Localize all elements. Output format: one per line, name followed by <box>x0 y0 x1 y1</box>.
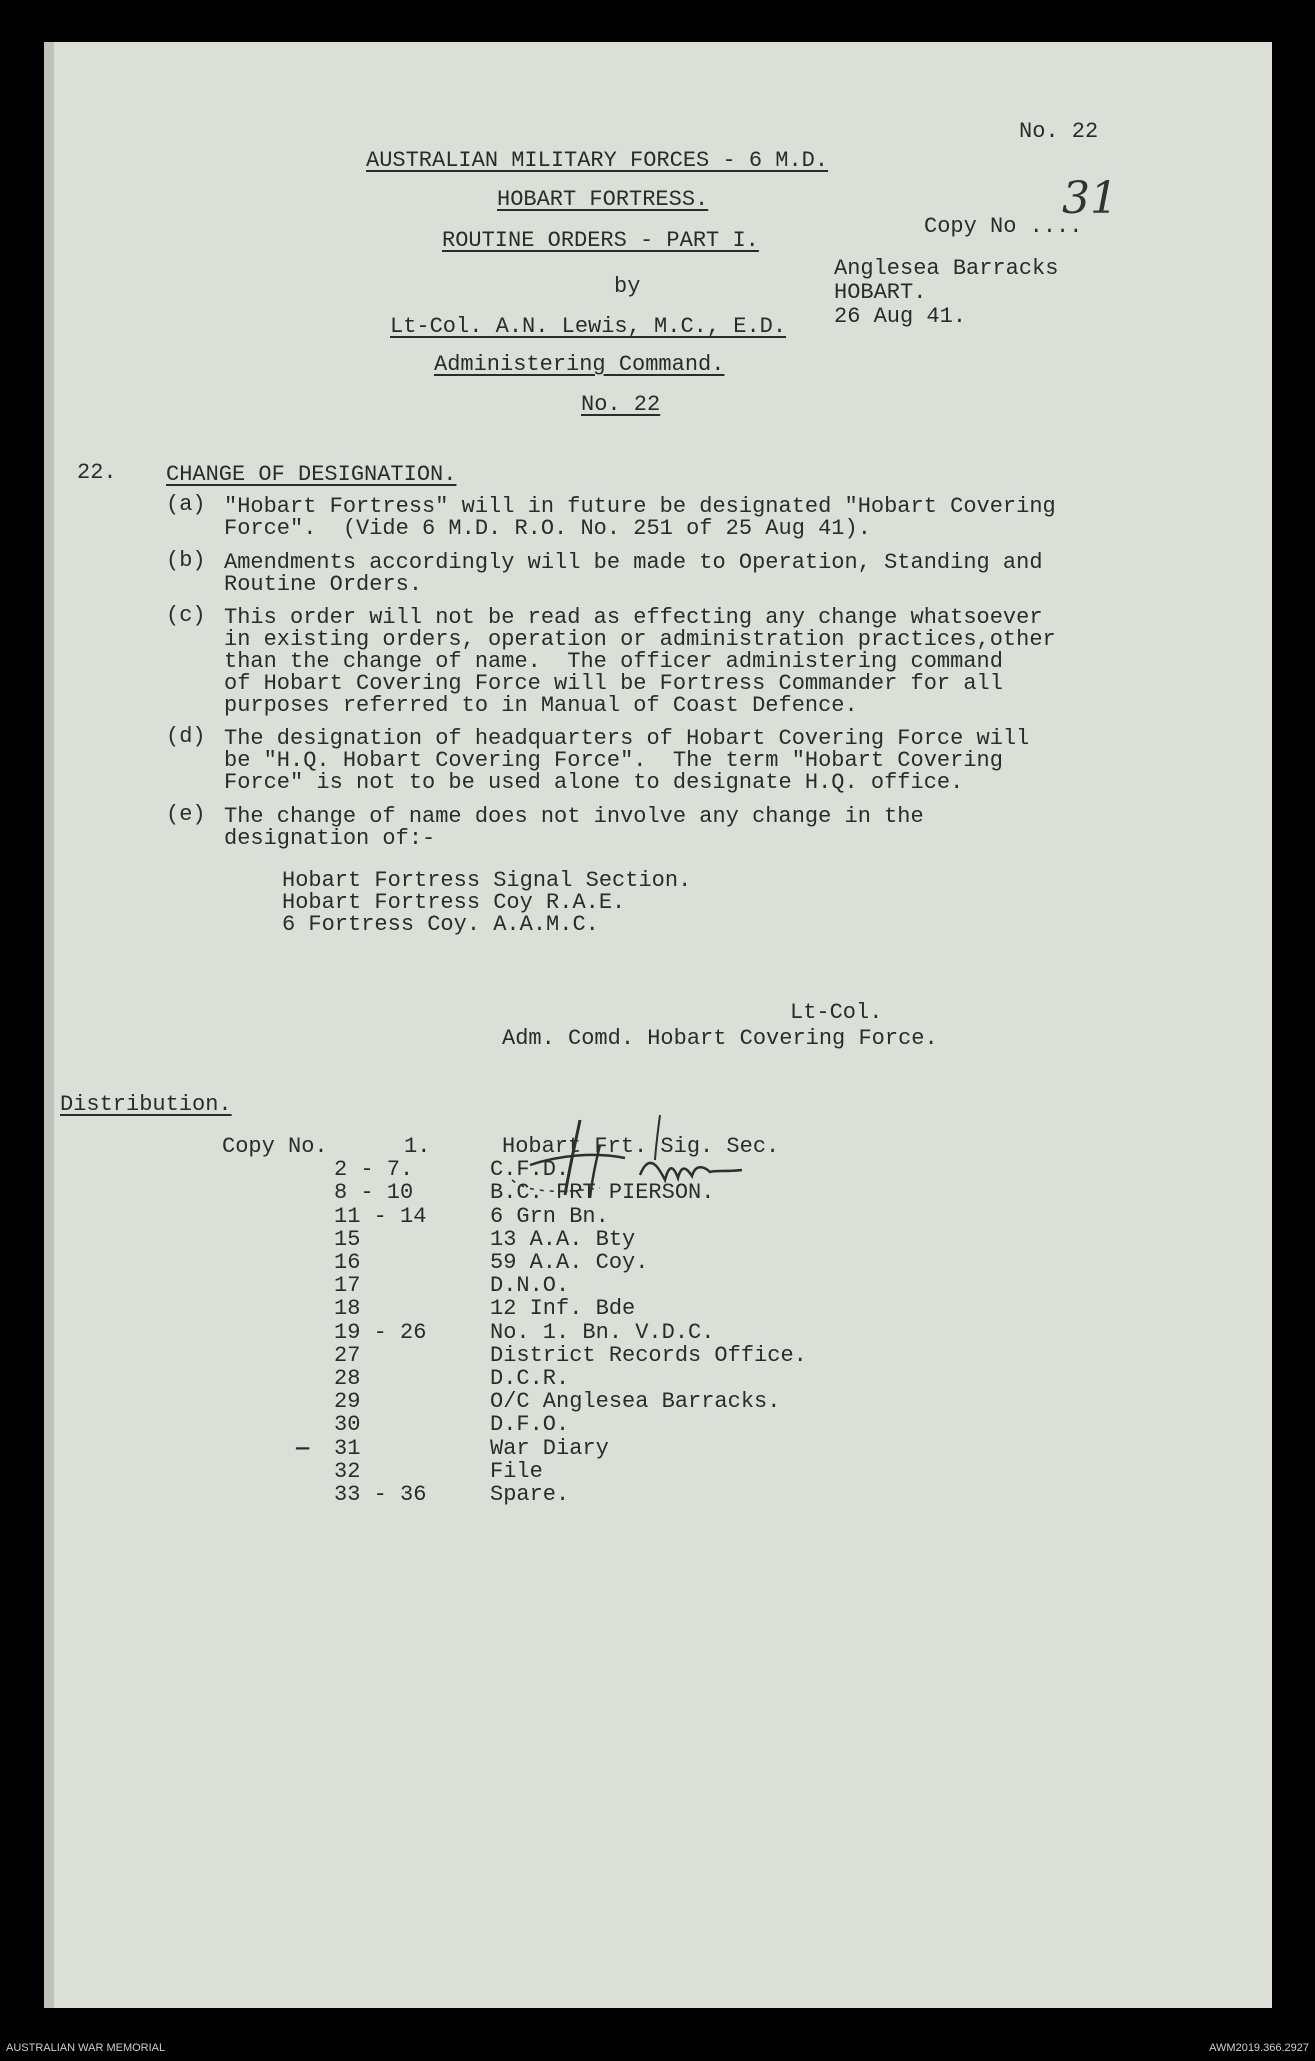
paragraph-a-line-1: "Hobart Fortress" will in future be designated "Hobart Covering <box>224 494 1056 519</box>
paragraph-c-line-3: than the change of name. The officer administering command <box>224 649 1003 674</box>
distribution-recipient: D.C.R. <box>490 1366 570 1391</box>
distribution-copy-number: 8 - 10 <box>334 1180 414 1206</box>
unit-1: Hobart Fortress Signal Section. <box>282 868 692 893</box>
distribution-recipient: No. 1. Bn. V.D.C. <box>490 1319 715 1345</box>
location-line-1: Anglesea Barracks <box>834 256 1059 281</box>
distribution-copy-number: 31 <box>334 1435 361 1461</box>
distribution-copy-number: 33 - 36 <box>334 1482 427 1507</box>
distribution-recipient: File <box>490 1458 543 1484</box>
signature-rank: Lt-Col. <box>790 1000 883 1025</box>
distribution-copy-number: 16 <box>334 1250 361 1275</box>
paragraph-e-line-1: The change of name does not involve any change in the <box>224 804 924 829</box>
distribution-copy-number: 2 - 7. <box>334 1157 414 1183</box>
paragraph-c-line-5: purposes referred to in Manual of Coast Defence. <box>224 693 858 718</box>
distribution-copy-number: 19 - 26 <box>334 1319 427 1345</box>
paragraph-b-label: (b) <box>166 548 206 573</box>
paragraph-c-line-4: of Hobart Covering Force will be Fortress Commander for all <box>224 671 1003 696</box>
distribution-recipient: O/C Anglesea Barracks. <box>490 1389 781 1415</box>
distribution-copy-number: 28 <box>334 1366 361 1391</box>
footer-accession: AWM2019.366.2927 <box>1209 2042 1309 2054</box>
distribution-recipient: 12 Inf. Bde <box>490 1296 636 1322</box>
distribution-copy-number: 27 <box>334 1342 361 1368</box>
paragraph-e-line-2: designation of:- <box>224 826 436 851</box>
distribution-recipient: Hobart Frt. Sig. Sec. <box>502 1134 780 1159</box>
handwritten-signature <box>510 1110 750 1210</box>
distribution-copy-number: 32 <box>334 1458 361 1484</box>
copy-number-handwritten: 31 <box>1062 173 1118 224</box>
paragraph-a-line-2: Force". (Vide 6 M.D. R.O. No. 251 of 25 Aug 41). <box>224 516 871 541</box>
header-line-3: ROUTINE ORDERS - PART I. <box>442 228 759 253</box>
document-page <box>44 42 1272 2008</box>
section-title: CHANGE OF DESIGNATION. <box>166 462 457 487</box>
distribution-recipient: B.C. FRT PIERSON. <box>490 1180 715 1206</box>
signature-title: Adm. Comd. Hobart Covering Force. <box>502 1026 938 1051</box>
header-line-2: HOBART FORTRESS. <box>497 187 709 212</box>
distribution-recipient: 6 Grn Bn. <box>490 1203 609 1229</box>
distribution-mark: — <box>296 1435 310 1461</box>
paragraph-d-line-3: Force" is not to be used alone to designate H.Q. office. <box>224 770 964 795</box>
paragraph-d-line-1: The designation of headquarters of Hobart Covering Force will <box>224 726 1030 751</box>
distribution-copy-number: 1. <box>404 1134 431 1159</box>
officer-name: Lt-Col. A.N. Lewis, M.C., E.D. <box>390 314 787 339</box>
order-date: 26 Aug 41. <box>834 304 967 329</box>
distribution-copy-number: 11 - 14 <box>334 1203 427 1229</box>
unit-3: 6 Fortress Coy. A.A.M.C. <box>282 912 599 937</box>
corner-order-number: No. 22 <box>1019 119 1099 144</box>
officer-role: Administering Command. <box>434 352 725 377</box>
distribution-recipient: Spare. <box>490 1482 570 1507</box>
paragraph-b-line-1: Amendments accordingly will be made to Operation, Standing and <box>224 550 1043 575</box>
by-line: by <box>614 274 641 299</box>
distribution-recipient: C.F.D. <box>490 1157 570 1183</box>
distribution-copy-number: 15 <box>334 1226 361 1252</box>
copy-number-label: Copy No .... <box>924 214 1083 239</box>
location-line-2: HOBART. <box>834 280 927 305</box>
distribution-recipient: D.F.O. <box>490 1412 570 1438</box>
distribution-copy-number: 18 <box>334 1296 361 1322</box>
distribution-prefix: Copy No. <box>222 1134 328 1159</box>
distribution-recipient: 13 A.A. Bty <box>490 1226 636 1252</box>
distribution-heading: Distribution. <box>60 1092 232 1117</box>
distribution-copy-number: 17 <box>334 1273 361 1299</box>
paragraph-d-line-2: be "H.Q. Hobart Covering Force". The term "Hobart Covering <box>224 748 1003 773</box>
distribution-copy-number: 29 <box>334 1389 361 1415</box>
distribution-recipient: War Diary <box>490 1435 609 1461</box>
paragraph-b-line-2: Routine Orders. <box>224 572 423 597</box>
distribution-copy-number: 30 <box>334 1412 361 1438</box>
distribution-recipient: D.N.O. <box>490 1273 570 1299</box>
section-number: 22. <box>77 460 117 485</box>
paragraph-a-label: (a) <box>166 492 206 517</box>
paragraph-c-line-1: This order will not be read as effecting any change whatsoever <box>224 605 1043 630</box>
distribution-recipient: District Records Office. <box>490 1342 807 1368</box>
paragraph-c-line-2: in existing orders, operation or administration practices,other <box>224 627 1056 652</box>
header-line-1: AUSTRALIAN MILITARY FORCES - 6 M.D. <box>366 148 829 173</box>
footer-source: AUSTRALIAN WAR MEMORIAL <box>6 2042 166 2054</box>
order-number: No. 22 <box>581 392 661 417</box>
page-edge <box>44 42 54 2008</box>
distribution-recipient: 59 A.A. Coy. <box>490 1250 649 1275</box>
unit-2: Hobart Fortress Coy R.A.E. <box>282 890 626 915</box>
paragraph-d-label: (d) <box>166 724 206 749</box>
paragraph-c-label: (c) <box>166 603 206 628</box>
paragraph-e-label: (e) <box>166 802 206 827</box>
